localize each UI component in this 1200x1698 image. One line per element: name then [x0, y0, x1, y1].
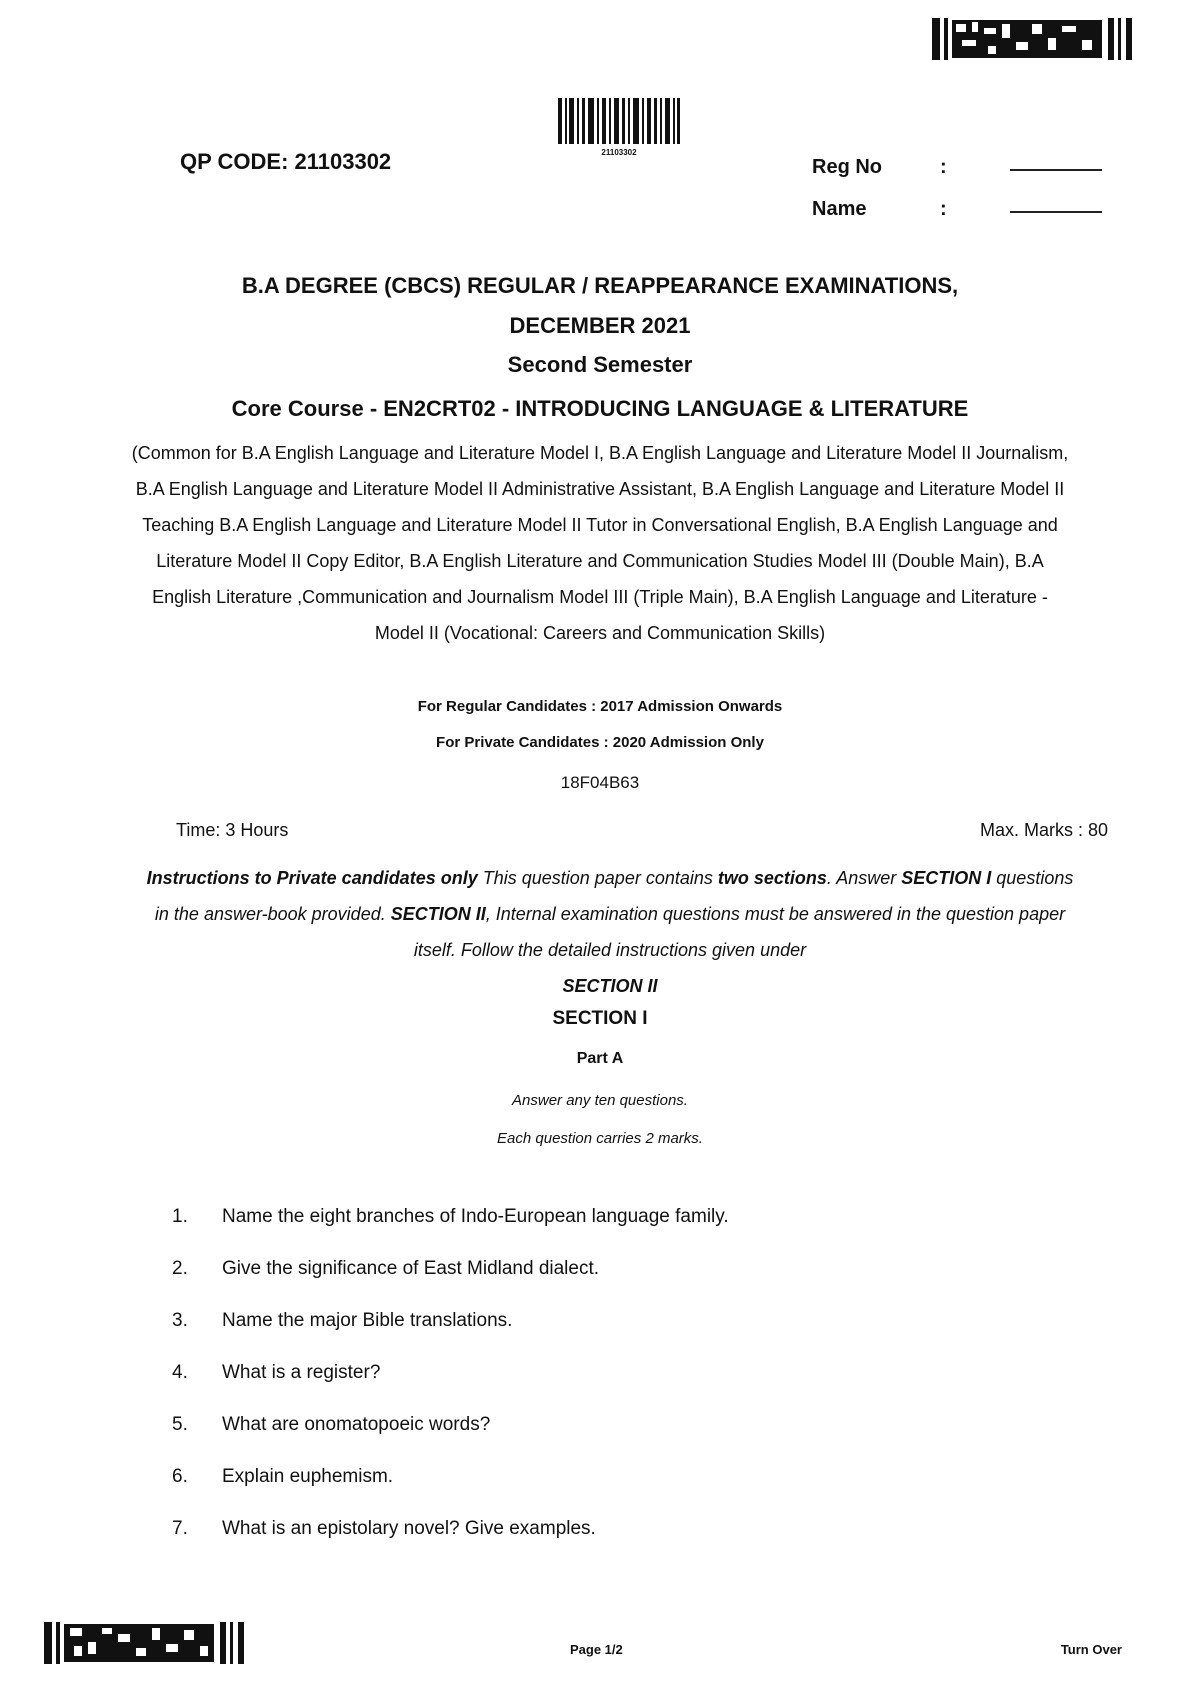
name-colon: :	[940, 197, 947, 220]
question-text: What is a register?	[222, 1362, 381, 1383]
instructions-text-4: , Internal examination questions must be answered in the question paper itself. Follow the detailed instructions given under	[413, 904, 1066, 960]
question-number: 5.	[172, 1414, 188, 1435]
instructions-section-2-final: SECTION II	[562, 976, 658, 996]
instructions-lead: Instructions to Private candidates only	[146, 868, 478, 888]
turn-over: Turn Over	[1060, 1642, 1122, 1657]
qr-strip-top-right	[932, 18, 1138, 60]
marks-per-question-note: Each question carries 2 marks.	[497, 1130, 703, 1147]
exam-title-line-2: DECEMBER 2021	[509, 313, 691, 338]
instructions-text-3: questions in the answer-book provided.	[154, 868, 1074, 924]
name-row	[812, 188, 1102, 230]
barcode-center	[558, 98, 680, 144]
question-text: What is an epistolary novel? Give examples.	[222, 1518, 596, 1539]
reg-no-row	[812, 146, 1102, 188]
question-item	[172, 1206, 1072, 1258]
question-item	[172, 1518, 1072, 1570]
course-title: Core Course - EN2CRT02 - INTRODUCING LANGUAGE & LITERATURE	[231, 396, 969, 421]
question-number: 2.	[172, 1258, 188, 1279]
instructions-section-1: SECTION I	[901, 868, 992, 888]
reg-no-blank-line	[1010, 169, 1102, 171]
question-list	[172, 1206, 1072, 1570]
question-number: 7.	[172, 1518, 188, 1539]
question-item	[172, 1414, 1072, 1466]
private-candidates: For Private Candidates : 2020 Admission Only	[436, 734, 764, 751]
candidate-info-block	[812, 146, 1102, 230]
page-number: Page 1/2	[570, 1642, 623, 1657]
question-item	[172, 1466, 1072, 1518]
reg-no-colon: :	[940, 155, 947, 178]
name-label: Name	[812, 197, 867, 220]
question-text: What are onomatopoeic words?	[222, 1414, 491, 1435]
question-number: 1.	[172, 1206, 188, 1227]
part-title: Part A	[576, 1050, 624, 1067]
common-for-note: (Common for B.A English Language and Literature Model I, B.A English Language and Literature Model II Journalism, B.A English Language and Literature Model II Administrative Assistant, B.A English Language and Literature Model II Teaching B.A English Language and Literature Model II Tutor in Conversational English, B.A English Language and Literature Model II Copy Editor, B.A English Literature and Communication Studies Model III (Double Main), B.A English Literature ,Communication and Journalism Model III (Triple Main), B.A English Language and Literature - Model II (Vocational: Careers and Communication Skills)	[131, 443, 1069, 643]
barcode-number: 21103302	[601, 148, 637, 157]
qp-code: QP CODE: 21103302	[180, 149, 392, 174]
exam-title-line-1: B.A DEGREE (CBCS) REGULAR / REAPPEARANCE EXAMINATIONS,	[241, 273, 959, 298]
instructions-section-2: SECTION II	[390, 904, 486, 924]
question-text: Name the eight branches of Indo-European language family.	[222, 1206, 729, 1227]
semester: Second Semester	[507, 352, 693, 377]
instructions-text-1: This question paper contains	[477, 868, 718, 888]
question-text: Give the significance of East Midland dialect.	[222, 1258, 600, 1279]
question-number: 6.	[172, 1466, 188, 1487]
time-allowed: Time: 3 Hours	[176, 820, 289, 840]
instructions-two-sections: two sections	[717, 868, 827, 888]
answer-any-note: Answer any ten questions.	[512, 1092, 688, 1109]
name-blank-line	[1010, 211, 1102, 213]
instructions-text-2: . Answer	[826, 868, 902, 888]
question-number: 4.	[172, 1362, 188, 1383]
qr-strip-bottom-left	[44, 1622, 250, 1664]
max-marks: Max. Marks : 80	[979, 820, 1108, 840]
instructions-paragraph	[138, 860, 1082, 1004]
paper-code: 18F04B63	[560, 773, 640, 792]
regular-candidates: For Regular Candidates : 2017 Admission Onwards	[417, 698, 783, 715]
question-item	[172, 1258, 1072, 1310]
question-item	[172, 1310, 1072, 1362]
question-number: 3.	[172, 1310, 188, 1331]
exam-title	[120, 266, 1080, 346]
question-text: Explain euphemism.	[222, 1466, 394, 1487]
question-text: Name the major Bible translations.	[222, 1310, 513, 1331]
reg-no-label: Reg No	[812, 155, 882, 178]
question-item	[172, 1362, 1072, 1414]
section-title: SECTION I	[552, 1008, 648, 1029]
